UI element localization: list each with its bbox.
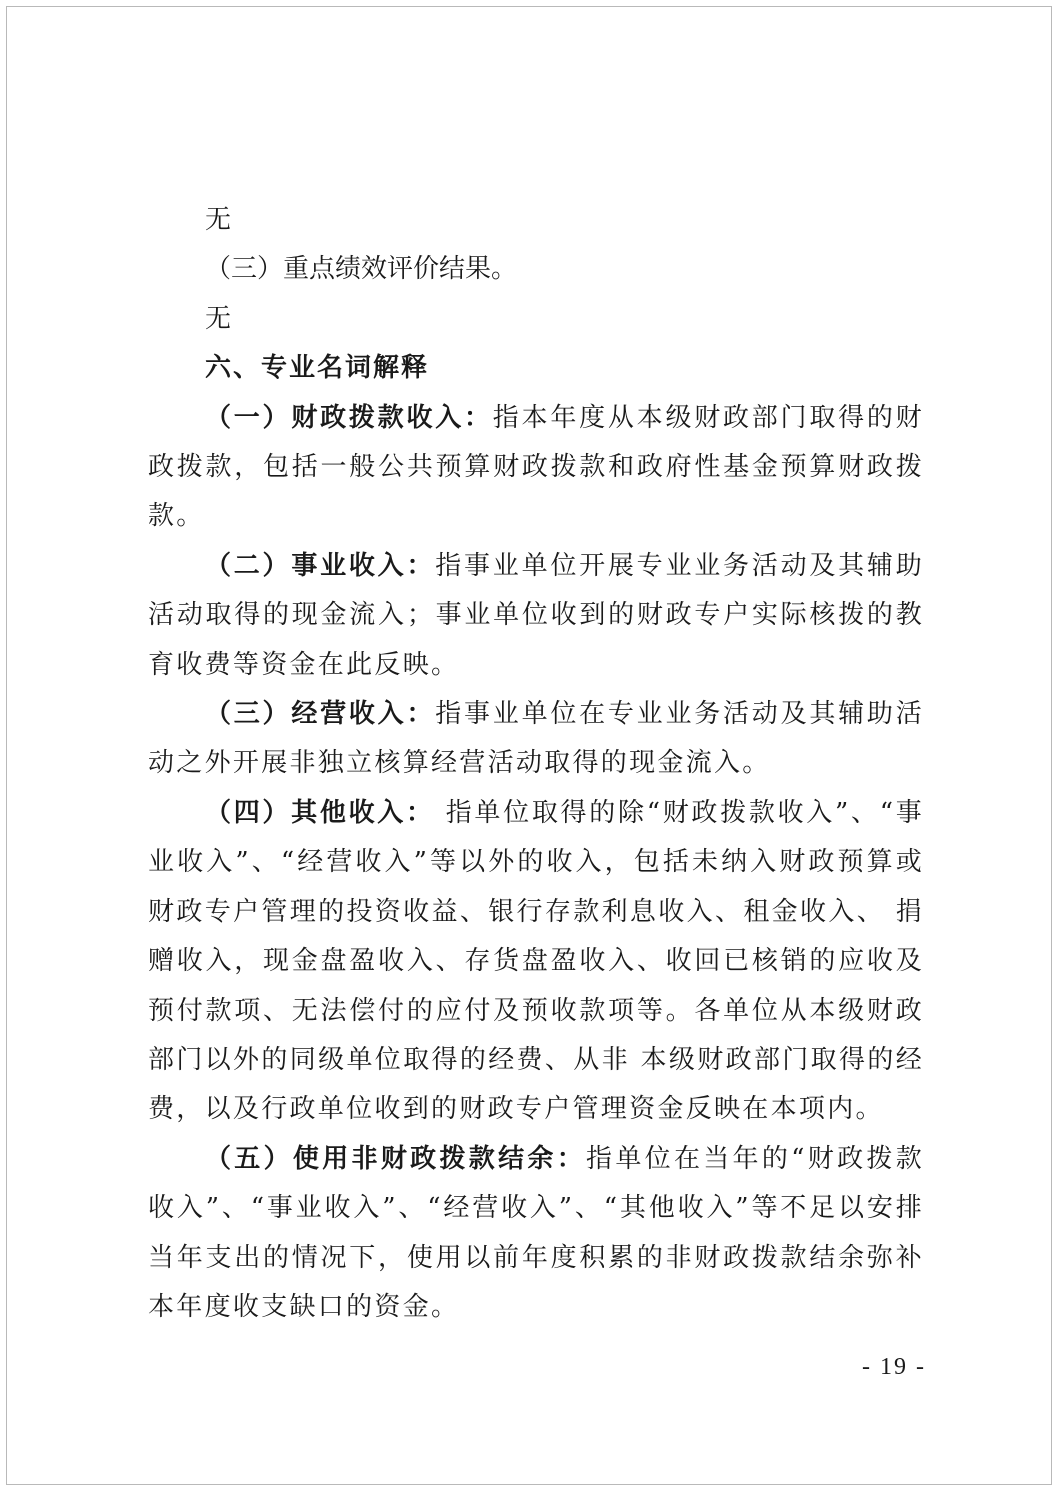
none-text-2: 无	[205, 303, 232, 334]
term-definition: 指本年度从本级财政部门取得的财政拨款，包括一般公共预算财政拨款和政府性基金预算财政拨款。	[148, 402, 924, 532]
term-definition: 指事业单位在专业业务活动及其辅助活动之外开展非独立核算经营活动取得的现金流入。	[148, 699, 924, 779]
document-body	[148, 196, 924, 1332]
section-heading-terms: 六、专业名词解释	[205, 353, 430, 384]
none-text-1: 无	[205, 205, 232, 235]
term-label: （三）经营收入：	[205, 699, 436, 730]
term-paragraph-non-fiscal-balance	[148, 1135, 924, 1333]
term-definition: 指事业单位开展专业业务活动及其辅助活动取得的现金流入；事业单位收到的财政专户实际核拨的教育收费等资金在此反映。	[148, 550, 924, 680]
term-paragraph-business-income	[148, 542, 924, 690]
page-number: - 19 -	[862, 1354, 926, 1380]
term-paragraph-fiscal-appropriation	[148, 394, 924, 542]
term-paragraph-operating-income	[148, 690, 924, 789]
term-label: （二）事业收入：	[205, 550, 436, 581]
term-label: （四）其他收入：	[205, 797, 435, 828]
term-definition: 指单位在当年的“财政拨款收入”、“事业收入”、“经营收入”、“其他收入”等不足以安排当年支出的情况下，使用以前年度积累的非财政拨款结余弥补本年度收支缺口的资金。	[148, 1143, 924, 1322]
term-label: （一）财政拨款收入：	[205, 402, 493, 433]
term-definition: 指单位取得的除“财政拨款收入”、“事业收入”、“经营收入”等以外的收入，包括未纳入财政预算或财政专户管理的投资收益、银行存款利息收入、租金收入、 捐赠收入，现金盘盈收入、存货盘盈收入、收回已核销的应收及预付款项、无法偿付的应付及预收款项等。各单位从本级财政部门以外的同级单位取得的经费、从非 本级财政部门取得的经费，以及行政单位收到的财政专户管理资金反映在本项内。	[148, 797, 925, 1125]
sub-heading-performance-results: （三）重点绩效评价结果。	[205, 254, 518, 285]
term-paragraph-other-income	[148, 789, 924, 1135]
term-label: （五）使用非财政拨款结余：	[205, 1143, 587, 1174]
